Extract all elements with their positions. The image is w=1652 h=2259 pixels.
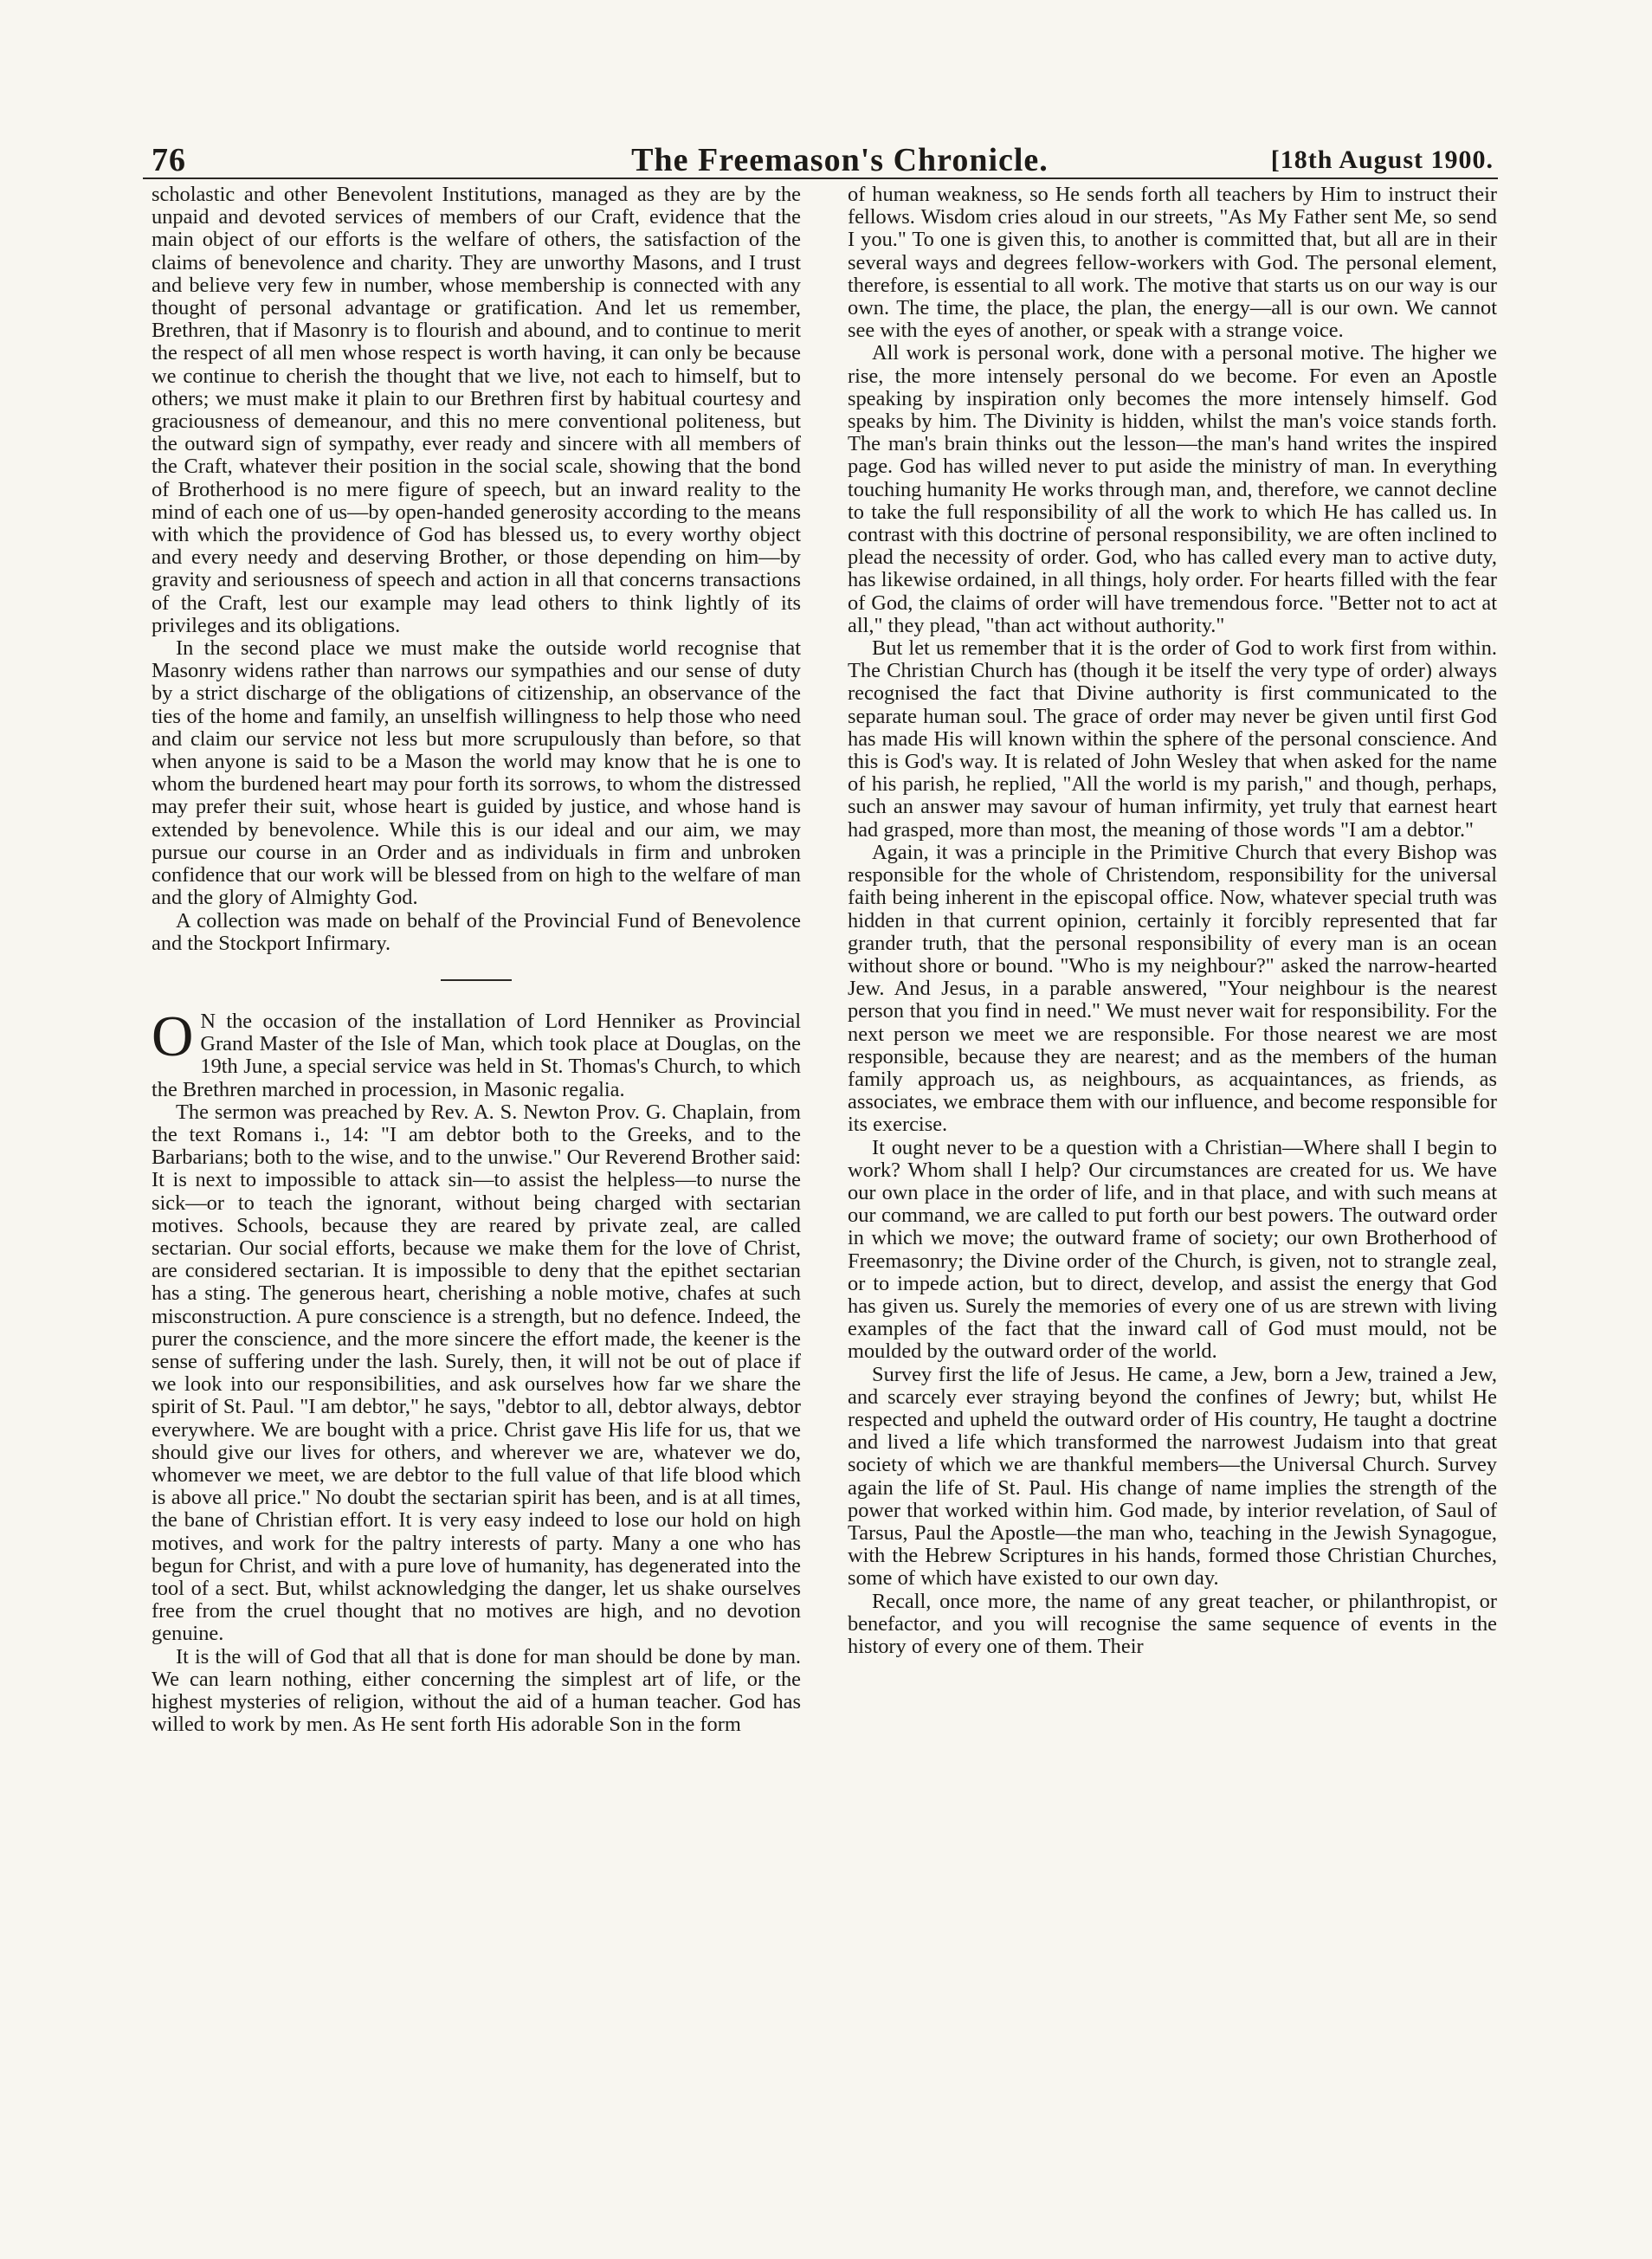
article-paragraph: It ought never to be a question with a Christian—Where shall I begin to work? Whom shall I help? Our circumstances are created for us. We have our own place in the order of life, and in that place, and with such means at our command, we are called to put forth our best powers. The outward order in which we move; the outward frame of society; our own Brotherhood of Freemasonry; the Divine order of the Church, is given, not to strangle zeal, or to impede action, but to direct, develop, and assist the energy that God has given us. Surely the memories of every one of us are strewn with living examples of the fact that the inward call of God must mould, not be moulded by the outward order of the world. bbox=[848, 1135, 1497, 1364]
issue-date: [18th August 1900. bbox=[1270, 145, 1494, 174]
article-paragraph: It is the will of God that all that is done for man should be done by man. We can learn nothing, either concerning the simplest art of life, or the highest mysteries of religion, without the aid of a human teacher. God has willed to work by men. As He sent forth His adorable Son in the form bbox=[152, 1644, 801, 1737]
article-paragraph: All work is personal work, done with a personal motive. The higher we rise, the more intensely personal do we become. For even an Apostle speaking by inspiration only becomes the more intensely himself. God speaks by him. The Divinity is hidden, whilst the man's voice stands forth. The man's brain thinks out the lesson—the man's hand writes the inspired page. God has willed never to put aside the ministry of man. In everything touching humanity He works through man, and, therefore, we cannot decline to take the full responsibility of all the work to which He has called us. In contrast with this doctrine of personal responsibility, we are often inclined to plead the necessity of order. God, who has called every man to active duty, has likewise ordained, in all things, holy order. For hearts filled with the fear of God, the claims of order will have tremendous force. "Better not to act at all," they plead, "than act without authority." bbox=[848, 341, 1497, 637]
article-paragraph: of human weakness, so He sends forth all teachers by Him to instruct their fellows. Wisdom cries aloud in our streets, "As My Father sent Me, so send I you." To one is given this, to another is committed that, but all are in their several ways and degrees fellow-workers with God. The personal element, therefore, is essential to all work. The motive that starts us on our way is our own. The time, the place, the plan, the energy—all is our own. We cannot see with the eyes of another, or speak with a strange voice. bbox=[848, 184, 1497, 343]
article-paragraph: The sermon was preached by Rev. A. S. Newton Prov. G. Chaplain, from the text Romans i., 14: "I am debtor both to the Greeks, and to the Barbarians; both to the wise, and to the unwise." Our Reverend Brother said: It is next to impossible to attack sin—to assist the helpless—to nurse the sick—or to teach the ignorant, without being charged with sectarian motives. Schools, because they are reared by private zeal, are called sectarian. Our social efforts, because we make them for the love of Christ, are considered sectarian. It is impossible to deny that the epithet sectarian has a sting. The generous heart, cherishing a noble motive, chafes at such misconstruction. A pure conscience is a strength, but no defence. Indeed, the purer the conscience, and the more sincere the effort made, the keener is the sense of suffering under the lash. Surely, then, it will not be out of place if we look into our responsibilities, and ask ourselves how far we share the spirit of St. Paul. "I am debtor," he says, "debtor to all, debtor always, debtor everywhere. We are bought with a price. Christ gave His life for us, that we should give our lives for others, and wherever we are, whatever we do, whomever we meet, we are debtor to the full value of that life blood which is above all price." No doubt the sectarian spirit has been, and is at all times, the bane of Christian effort. It is very easy indeed to lose our hold on high motives, and work for the paltry interests of party. Many a one who has begun for Christ, and with a pure love of humanity, has degenerated into the tool of a sect. But, whilst acknowledging the danger, let us shake ourselves free from the cruel thought that no motives are high, and no devotion genuine. bbox=[152, 1100, 801, 1646]
drop-cap-letter: O bbox=[152, 1004, 194, 1068]
masthead bbox=[152, 143, 1494, 177]
article-paragraph: scholastic and other Benevolent Institutions, managed as they are by the unpaid and devoted services of members of our Craft, evidence that the main object of our efforts is the welfare of others, the satisfaction of the claims of benevolence and charity. They are unworthy Masons, and I trust and believe very few in number, whose membership is connected with any thought of personal advantage or gratification. And let us remember, Brethren, that if Masonry is to flourish and abound, and to continue to merit the respect of all men whose respect is worth having, it can only be because we continue to cherish the thought that we live, not each to himself, but to others; we must make it plain to our Brethren first by habitual courtesy and graciousness of demeanour, and this no mere conventional politeness, but the outward sign of sympathy, ever ready and sincere with all members of the Craft, whatever their position in the social scale, showing that the bond of Brotherhood is no mere figure of speech, but an inward reality to the mind of each one of us—by open-handed generosity according to the means with which the providence of God has blessed us, to every worthy object and every needy and deserving Brother, or those depending on him—by gravity and seriousness of speech and action in all that concerns transactions of the Craft, lest our example may lead others to think lightly of its privileges and its obligations. bbox=[152, 184, 801, 637]
page-number: 76 bbox=[152, 142, 186, 178]
journal-title: The Freemason's Chronicle. bbox=[631, 142, 1049, 178]
masthead-rule bbox=[143, 177, 1498, 179]
article-paragraph: Survey first the life of Jesus. He came, a Jew, born a Jew, trained a Jew, and scarcely ever straying beyond the confines of Jewry; but, whilst He respected and upheld the outward order of His country, He taught a doctrine and lived a life which transformed the narrowest Judaism into that great society of which we are thankful members—the Universal Church. Survey again the life of St. Paul. His change of name implies the strength of the power that worked within him. God made, by interior revelation, of Saul of Tarsus, Paul the Apostle—the man who, teaching in the Jewish Synagogue, with the Hebrew Scriptures in his hands, formed those Christian Churches, some of which have existed to our own day. bbox=[848, 1362, 1497, 1591]
section-divider bbox=[441, 979, 512, 981]
article-paragraph: Again, it was a principle in the Primitive Church that every Bishop was responsible for the whole of Christendom, responsibility for the universal faith being inherent in the episcopal office. Now, whatever special truth was hidden in that current opinion, certainly it forcibly represented that far grander truth, that the personal responsibility of every man is an ocean without shore or bound. "Who is my neighbour?" asked the narrow-hearted Jew. And Jesus, in a parable answered, "Your neighbour is the nearest person that you find in need." We must never wait for responsibility. For the next person we meet we are responsible. For those nearest we are most responsible, because they are nearest; and as the members of the human family approach us, as neighbours, as acquaintances, as friends, as associates, we embrace them with our influence, and become responsible for its exercise. bbox=[848, 840, 1497, 1137]
right-column bbox=[848, 184, 1497, 2175]
article-opening-text: N the occasion of the installation of Lord Henniker as Provincial Grand Master of the Isle of Man, which took place at Douglas, on the 19th June, a special service was held in St. Thomas's Church, to which the Brethren marched in procession, in Masonic regalia. bbox=[152, 1009, 801, 1101]
article-paragraph: A collection was made on behalf of the Provincial Fund of Benevolence and the Stockport Infirmary. bbox=[152, 908, 801, 955]
article-opening-paragraph bbox=[152, 1004, 801, 1101]
article-paragraph: In the second place we must make the outside world recognise that Masonry widens rather than narrows our sympathies and our sense of duty by a strict discharge of the obligations of citizenship, an observance of the ties of the home and family, an unselfish willingness to help those who need and claim our service not less but more scrupulously than before, so that when anyone is said to be a Mason the world may know that he is one to whom the burdened heart may pour forth its sorrows, to whom the distressed may prefer their suit, whose heart is guided by justice, and whose hand is extended by benevolence. While this is our ideal and our aim, we may pursue our course in an Order and as individuals in firm and unbroken confidence that our work will be blessed from on high to the welfare of man and the glory of Almighty God. bbox=[152, 636, 801, 910]
article-paragraph: Recall, once more, the name of any great teacher, or philanthropist, or benefactor, and you will recognise the same sequence of events in the history of every one of them. Their bbox=[848, 1589, 1497, 1658]
left-column bbox=[152, 184, 801, 2175]
article-paragraph: But let us remember that it is the order of God to work first from within. The Christian Church has (though it be itself the very type of order) always recognised the fact that Divine authority is first communicated to the separate human soul. The grace of order may never be given until first God has made His will known within the sphere of the personal conscience. And this is God's way. It is related of John Wesley that when asked for the name of his parish, he replied, "All the world is my parish," and though, perhaps, such an answer may savour of human infirmity, yet truly that earnest heart had grasped, more than most, the meaning of those words "I am a debtor." bbox=[848, 636, 1497, 842]
